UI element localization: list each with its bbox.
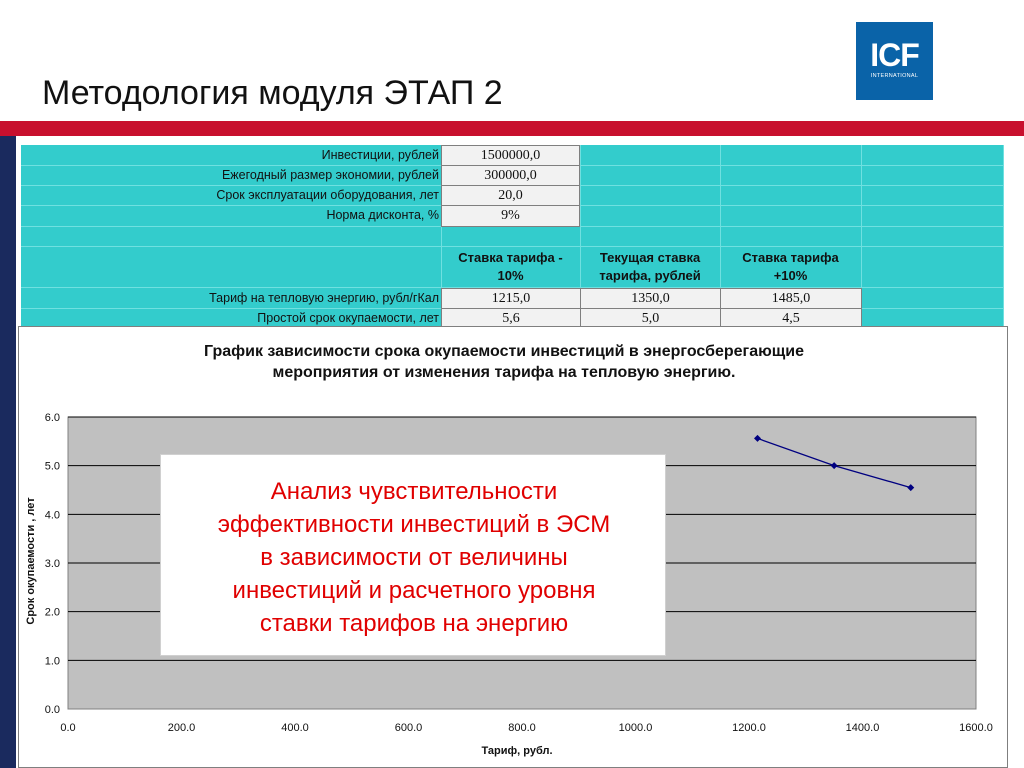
payback-value-minus-10[interactable]: 5,6 [441, 308, 581, 328]
param-label-lifetime: Срок эксплуатации оборудования, лет [216, 188, 439, 202]
y-tick-label: 3.0 [44, 558, 60, 570]
sensitivity-analysis-callout [160, 454, 666, 656]
header-tariff-plus-10: Ставка тарифа +10% [742, 250, 839, 283]
y-axis-title: Срок окупаемости , лет [25, 497, 37, 625]
logo-text: ICF [870, 37, 919, 73]
x-axis-title: Тариф, рубл. [481, 745, 553, 757]
x-tick-label: 1400.0 [845, 722, 880, 734]
x-tick-label: 200.0 [167, 722, 196, 734]
tariff-value-minus-10[interactable]: 1215,0 [441, 288, 581, 309]
payback-value-plus-10[interactable]: 4,5 [720, 308, 862, 328]
logo-subtext: INTERNATIONAL [870, 73, 919, 79]
param-value-savings[interactable]: 300000,0 [441, 165, 580, 186]
callout-text: Анализ чувствительности эффективности инвестиций в ЭСМ в зависимости от величины инвестиций и расчетного уровня ставки тарифов на энергию [217, 478, 611, 637]
param-value-discount[interactable]: 9% [441, 205, 580, 227]
y-tick-label: 0.0 [44, 704, 60, 716]
param-label-savings: Ежегодный размер экономии, рублей [221, 168, 439, 182]
x-tick-label: 0.0 [60, 722, 76, 734]
x-tick-label: 1600.0 [959, 722, 993, 734]
header-current-tariff: Текущая ставка тарифа, рублей [599, 250, 701, 283]
y-tick-label: 5.0 [44, 460, 60, 473]
x-tick-label: 1000.0 [618, 722, 653, 734]
param-value-investment[interactable]: 1500000,0 [441, 145, 580, 166]
x-tick-label: 800.0 [508, 722, 536, 734]
tariff-value-current[interactable]: 1350,0 [580, 288, 721, 309]
payback-value-current[interactable]: 5,0 [580, 308, 721, 328]
y-tick-label: 1.0 [44, 655, 60, 668]
x-tick-label: 400.0 [281, 722, 309, 734]
tariff-value-plus-10[interactable]: 1485,0 [720, 288, 862, 309]
param-label-discount: Норма дисконта, % [326, 208, 439, 222]
y-tick-label: 4.0 [44, 509, 60, 522]
param-value-lifetime[interactable]: 20,0 [441, 185, 580, 206]
row-label-tariff: Тариф на тепловую энергию, рубл/гКал [209, 291, 439, 305]
y-tick-label: 2.0 [44, 606, 60, 619]
slide-title: Методология модуля ЭТАП 2 [42, 74, 503, 112]
y-tick-label: 6.0 [44, 412, 60, 424]
param-label-investment: Инвестиции, рублей [321, 148, 439, 162]
x-tick-label: 1200.0 [732, 722, 766, 734]
chart-title: График зависимости срока окупаемости инвестиций в энергосберегающие мероприятия от изменения тарифа на тепловую энергию. [203, 343, 804, 381]
row-label-payback: Простой срок окупаемости, лет [257, 311, 439, 325]
header-tariff-minus-10: Ставка тарифа - 10% [458, 250, 563, 283]
x-tick-label: 600.0 [394, 722, 423, 734]
